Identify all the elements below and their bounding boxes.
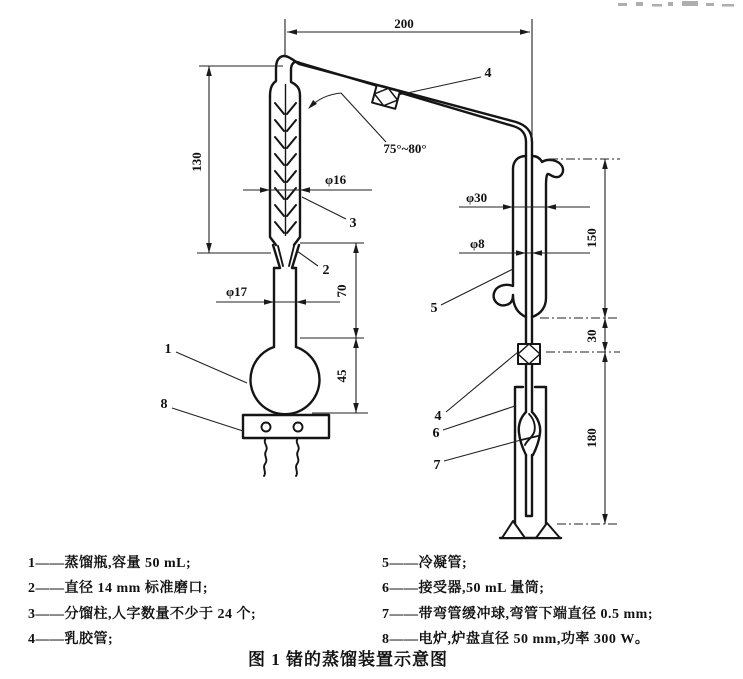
part-label-7: 7 [433,458,441,473]
joint-cup-outline [273,245,299,268]
part-label-4-lower: 4 [434,409,442,424]
legend-item-8: 8——电炉,炉盘直径 50 mm,功率 300 W。 [382,632,650,648]
heater-body [243,415,329,438]
legend-item-7: 7——带弯管缓冲球,弯管下端直径 0.5 mm; [382,606,653,622]
heater-terminal-right [294,423,303,432]
figure-caption: 图 1 锗的蒸馏装置示意图 [248,650,448,669]
standard-taper-joint [273,245,299,268]
dim-130-label: 130 [189,152,204,172]
bulb-tube-lower [526,455,532,516]
heater-wire-right [296,438,299,476]
legend-item-3: 3——分馏柱,人字数量不少于 24 个; [28,606,257,622]
dim-phi17-label: φ17 [226,284,248,299]
legend-column-right [382,551,653,653]
receiver-walls [515,387,546,536]
fractionating-column [270,56,532,344]
rubber-connector-lower [518,344,540,364]
distillation-flask [251,268,320,414]
bulb-inner-bend [521,414,538,445]
condenser-jacket-right [532,156,563,317]
dim-45-label: 45 [334,369,349,383]
condenser-jacket-left [494,156,526,317]
dim-30-label: 30 [584,329,599,343]
part-label-3: 3 [349,216,357,231]
bulb-tube-upper [526,364,532,412]
legend-item-4: 4——乳胶管; [28,632,114,648]
heater-terminal-left [262,423,271,432]
angle-annotation [308,93,427,156]
dim-phi16-label: φ16 [325,172,347,187]
column-outer-left-and-overhead-tube-outer [270,56,532,344]
legend-item-2: 2——直径 14 mm 标准磨口; [28,581,208,597]
legend-item-6: 6——接受器,50 mL 量筒; [382,581,545,597]
dim-200-label: 200 [394,16,414,31]
dimension-180-receiver-length [557,352,620,524]
page-edge-artifact [618,1,734,7]
legend-item-1: 1——蒸馏瓶,容量 50 mL; [28,556,192,571]
dimension-phi30-jacket-dia [459,190,590,210]
part-label-4-upper: 4 [484,66,492,81]
dim-180-label: 180 [584,428,599,448]
dimension-phi16-column-dia [243,172,372,193]
part-label-6: 6 [432,426,440,441]
flask-bulb [251,347,320,414]
condenser [494,156,563,317]
dim-70-label: 70 [334,284,349,298]
angle-label: 75°~80° [383,141,427,156]
part-label-2: 2 [322,263,330,278]
dimension-30-gap-length [546,318,620,352]
heater-wire-left [264,438,267,476]
dimension-phi17-neck-dia [216,284,340,305]
dimension-150-condenser-length [540,159,620,318]
dim-150-label: 150 [584,228,599,248]
part-label-8: 8 [160,397,168,412]
flask-neck [274,268,296,347]
electric-heater [243,415,329,476]
part-callouts [161,66,522,473]
part-label-1: 1 [164,342,172,357]
leader-lines [172,77,521,461]
legend-column-left [28,551,256,653]
dimension-phi8-tube-dia [459,236,590,256]
stand-foot-right [536,523,560,538]
stand-foot-left [502,521,525,538]
legend-item-5: 5——冷凝管; [382,556,468,571]
dim-phi8-label: φ8 [470,236,485,251]
part-label-5: 5 [430,301,438,316]
dim-phi30-label: φ30 [466,190,488,205]
bulb-body [519,412,540,455]
dimension-70-neck-length [300,243,364,338]
joint-cone-inner [278,246,294,266]
